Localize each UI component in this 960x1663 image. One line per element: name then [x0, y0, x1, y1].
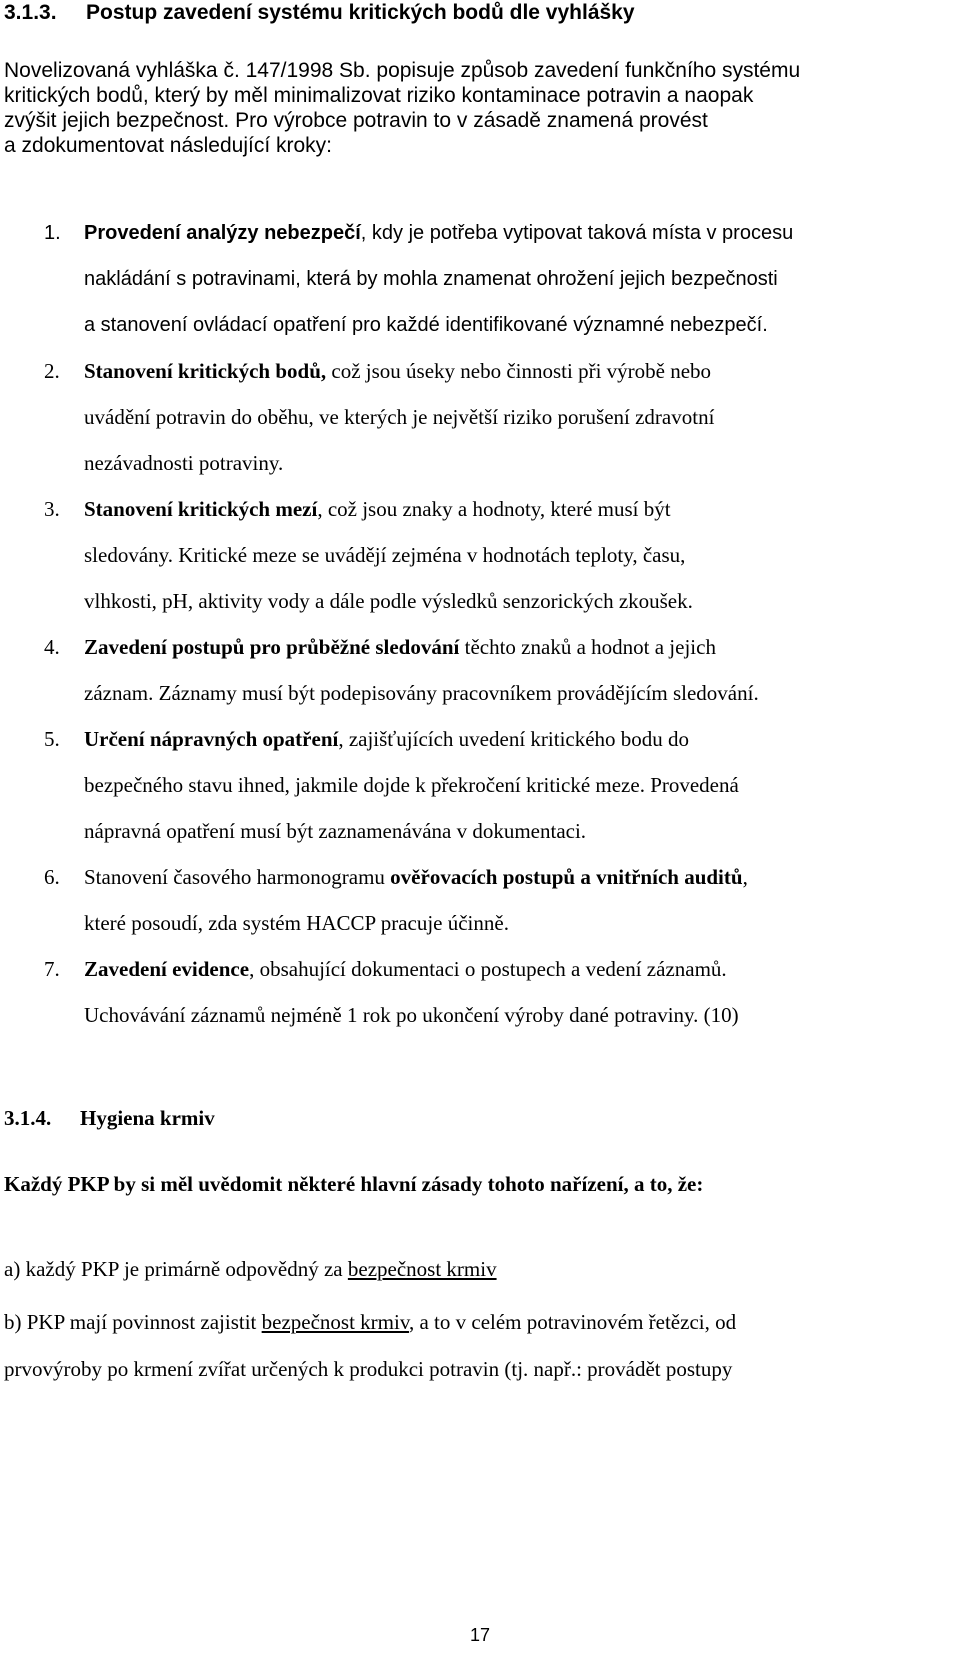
item-a-paragraph [4, 1256, 497, 1282]
step-line: sledovány. Kritické meze se uvádějí zejména v hodnotách teploty, času, [84, 543, 686, 567]
section-title: Hygiena krmiv [80, 1106, 215, 1130]
step-bold-term: Provedení analýzy nebezpečí [84, 222, 361, 244]
section-heading-3-1-3 [4, 0, 635, 26]
item-b-paragraph [4, 1299, 954, 1393]
intro-line: kritických bodů, který by měl minimalizovat riziko kontaminace potravin a naopak [4, 84, 754, 107]
item-b-text: , a to v celém potravinovém řetězci, od [408, 1310, 737, 1334]
item-b-first-line [4, 1299, 954, 1346]
step-number: 3. [44, 497, 60, 521]
list-item [0, 854, 955, 946]
step-text: , což jsou znaky a hodnoty, které musí být [317, 497, 671, 521]
list-item [0, 716, 955, 854]
list-item [0, 486, 955, 624]
intro-line: zvýšit jejich bezpečnost. Pro výrobce potravin to v zásadě znamená provést [4, 109, 708, 132]
step-text: což jsou úseky nebo činnosti při výrobě nebo [326, 359, 712, 383]
step-line: vlhkosti, pH, aktivity vody a dále podle výsledků senzorických zkoušek. [84, 589, 693, 613]
item-a-text: a) každý PKP je primárně odpovědný za [4, 1257, 348, 1281]
step-bold-term: Zavedení evidence [84, 957, 250, 981]
step-line: nakládání s potravinami, která by mohla znamenat ohrožení jejich bezpečnosti [84, 268, 778, 290]
intro-line: a zdokumentovat následující kroky: [4, 134, 333, 157]
step-line: a stanovení ovládací opatření pro každé identifikované významné nebezpečí. [84, 314, 768, 336]
step-number: 6. [44, 865, 60, 889]
section-number: 3.1.4. [4, 1106, 52, 1130]
list-item [0, 348, 955, 486]
step-number: 1. [44, 222, 61, 244]
step-first-line [84, 210, 955, 256]
step-first-line [84, 946, 955, 992]
intro-paragraph [4, 58, 954, 158]
section-heading-3-1-4 [4, 1105, 215, 1131]
step-bold-term: Stanovení kritických bodů, [84, 359, 327, 383]
step-line: záznam. Záznamy musí být podepisovány pracovníkem provádějícím sledování. [84, 681, 759, 705]
step-bold-term: Určení nápravných opatření [84, 727, 339, 751]
page-number: 17 [469, 1625, 491, 1645]
item-b-text: b) PKP mají povinnost zajistit [4, 1310, 262, 1334]
step-bold-term: Zavedení postupů pro průběžné sledování [84, 635, 460, 659]
feed-safety-link[interactable]: bezpečnost krmiv [261, 1310, 409, 1334]
section-number: 3.1.3. [4, 1, 57, 24]
feed-safety-link[interactable]: bezpečnost krmiv [347, 1257, 497, 1281]
step-first-line [84, 854, 955, 900]
step-first-line [84, 348, 955, 394]
step-first-line [84, 486, 955, 532]
step-number: 5. [44, 727, 60, 751]
step-first-line [84, 716, 955, 762]
step-number: 4. [44, 635, 60, 659]
step-text: , kdy je potřeba vytipovat taková místa v procesu [360, 222, 794, 244]
step-line: nezávadnosti potraviny. [84, 451, 284, 475]
list-item [0, 624, 955, 716]
list-item [0, 210, 955, 348]
step-number: 2. [44, 359, 60, 383]
step-text: , obsahující dokumentaci o postupech a vedení záznamů. [249, 957, 727, 981]
step-text: těchto znaků a hodnot a jejich [459, 635, 716, 659]
item-b-line: prvovýroby po krmení zvířat určených k produkci potravin (tj. např.: provádět postupy [4, 1357, 733, 1381]
haccp-steps-list [0, 210, 955, 1038]
step-bold-term: ověřovacích postupů a vnitřních auditů [390, 865, 743, 889]
lead-sentence: Každý PKP by si měl uvědomit některé hlavní zásady tohoto nařízení, a to, že: [4, 1172, 704, 1196]
intro-line: Novelizovaná vyhláška č. 147/1998 Sb. popisuje způsob zavedení funkčního systému [4, 59, 801, 82]
step-line: nápravná opatření musí být zaznamenávána v dokumentaci. [84, 819, 587, 843]
step-first-line [84, 624, 955, 670]
step-line: bezpečného stavu ihned, jakmile dojde k překročení kritické meze. Provedená [84, 773, 739, 797]
step-line: které posoudí, zda systém HACCP pracuje účinně. [84, 911, 509, 935]
list-item [0, 946, 955, 1038]
step-line: Uchovávání záznamů nejméně 1 rok po ukončení výroby dané potraviny. (10) [84, 1003, 739, 1027]
step-text: , zajišťujících uvedení kritického bodu do [338, 727, 690, 751]
step-text: , [742, 865, 748, 889]
step-number: 7. [44, 957, 60, 981]
step-bold-term: Stanovení kritických mezí [84, 497, 318, 521]
step-text: Stanovení časového harmonogramu [84, 865, 391, 889]
section-title: Postup zavedení systému kritických bodů dle vyhlášky [86, 1, 635, 24]
step-line: uvádění potravin do oběhu, ve kterých je největší riziko porušení zdravotní [84, 405, 715, 429]
